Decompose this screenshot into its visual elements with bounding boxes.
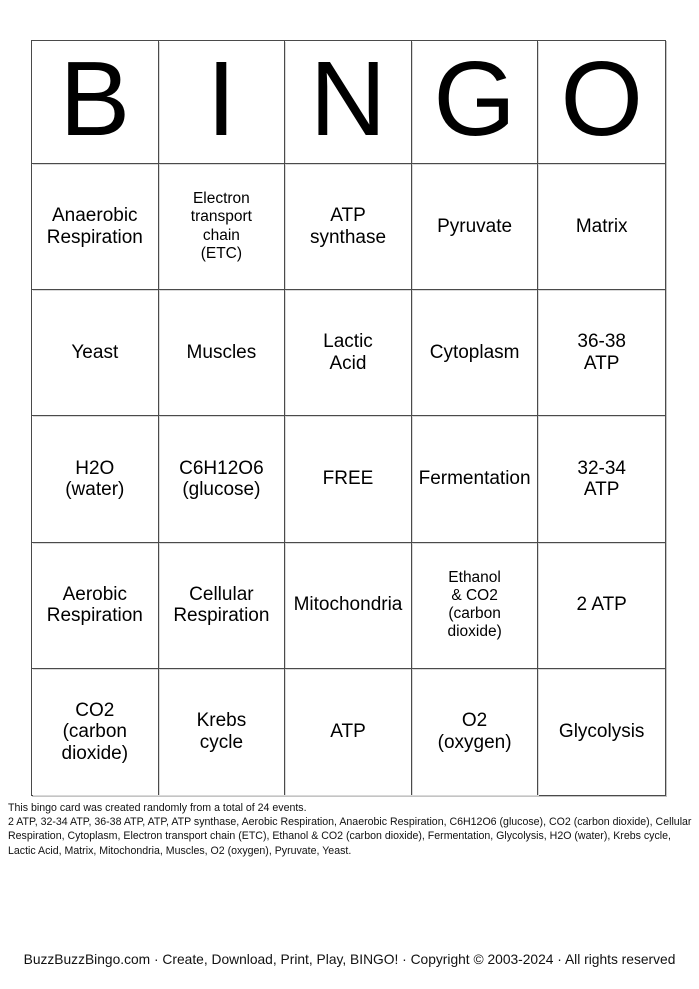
bingo-card-grid [31,40,666,796]
bingo-cell[interactable]: FREE [285,416,412,542]
bingo-cell[interactable]: Yeast [32,290,159,416]
site-footer-copyright: BuzzBuzzBingo.com · Create, Download, Print, Play, BINGO! · Copyright © 2003-2024 · All rights reserved [23,952,676,967]
bingo-cell[interactable]: Matrix [538,164,665,290]
bingo-cell[interactable]: Electron transport chain (ETC) [159,164,286,290]
bingo-header-letter: G [412,41,539,164]
bingo-cell[interactable]: 2 ATP [538,543,665,669]
card-notes [8,801,694,858]
bingo-cell[interactable]: Cellular Respiration [159,543,286,669]
bingo-header-letter: B [32,41,159,164]
bingo-cell[interactable]: Ethanol & CO2 (carbon dioxide) [412,543,539,669]
bingo-cell[interactable]: Cytoplasm [412,290,539,416]
bingo-cell[interactable]: Krebs cycle [159,669,286,795]
bingo-cell[interactable]: Pyruvate [412,164,539,290]
bingo-cell[interactable]: CO2 (carbon dioxide) [32,669,159,795]
bingo-cell[interactable]: 32-34 ATP [538,416,665,542]
bingo-cell[interactable]: Glycolysis [558,721,645,743]
bingo-cell[interactable]: Lactic Acid [285,290,412,416]
card-info-line: This bingo card was created randomly from a total of 24 events. [8,802,307,814]
bingo-cell[interactable]: Mitochondria [285,543,412,669]
bingo-header-letter: N [285,41,412,164]
bingo-cell[interactable]: H2O (water) [32,416,159,542]
bingo-cell[interactable]: Fermentation [412,416,539,542]
bingo-cell[interactable]: O2 (oxygen) [412,669,539,795]
bingo-header-letter: I [159,41,286,164]
bingo-cell[interactable]: Anaerobic Respiration [32,164,159,290]
bingo-cell[interactable]: ATP synthase [285,164,412,290]
bingo-cell[interactable]: C6H12O6 (glucose) [159,416,286,542]
bingo-cell[interactable]: Aerobic Respiration [32,543,159,669]
bingo-cell[interactable]: Muscles [159,290,286,416]
bingo-header-letter: O [538,41,665,164]
bingo-cell[interactable]: ATP [285,669,412,795]
events-list: 2 ATP, 32-34 ATP, 36-38 ATP, ATP, ATP synthase, Aerobic Respiration, Anaerobic Respiration, C6H12O6 (glucose), CO2 (carbon dioxide), Cellular Respiration, Cytoplasm, Electron transport chain (ETC), Ethanol & CO2 (carbon dioxide), Fermentation, Glycolysis, H2O (water), Krebs cycle, Lactic Acid, Matrix, Mitochondria, Muscles, O2 (oxygen), Pyruvate, Yeast. [8,816,692,857]
bingo-cell[interactable]: 36-38 ATP [538,290,665,416]
